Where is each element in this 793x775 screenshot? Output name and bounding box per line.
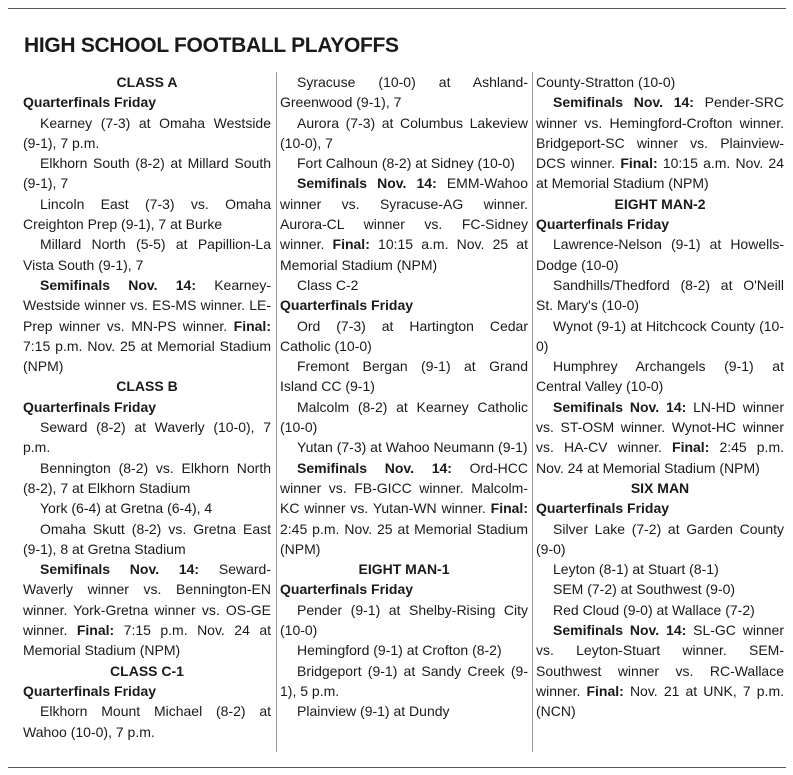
final-text: 7:15 p.m. Nov. 24 at Memorial Stadium (NPM) (23, 622, 272, 659)
final-text: Nov. 21 at UNK, 7 p.m. (NCN) (536, 682, 785, 720)
game-entry: Yutan (7-3) at Wahoo Neumann (9-1) (297, 439, 528, 456)
game-entry: Humphrey Archangels (9-1) at Central Valley (10-0) (536, 358, 784, 395)
subheading: Quarterfinals Friday (280, 581, 414, 598)
game-entry: Fremont Bergan (9-1) at Grand Island CC (9-1) (280, 358, 528, 395)
game-entry: Seward (8-2) at Waverly (10-0), 7 p.m. (23, 419, 271, 456)
subheading: Quarterfinals Friday (23, 398, 157, 415)
bottom-rule (8, 767, 786, 768)
semifinals-label: Semifinals Nov. 14: (297, 459, 452, 476)
section-heading: CLASS B (116, 378, 178, 395)
results-paragraph (280, 173, 528, 274)
top-rule (8, 8, 786, 9)
game-entry: Syracuse (10-0) at Ashland-Greenwood (9-1), 7 (280, 74, 528, 111)
final-label: Final: (620, 155, 658, 172)
final-label: Final: (76, 622, 115, 639)
game-entry: Bennington (8-2) vs. Elkhorn North (8-2), 7 at Elkhorn Stadium (23, 459, 271, 496)
semifinals-label: Semifinals Nov. 14: (553, 622, 687, 639)
game-entry-continued: County-Stratton (10-0) (536, 74, 676, 90)
semifinals-text: LN-HD winner vs. ST-OSM winner. Wynot-HC winner vs. HA-CV winner. (536, 398, 784, 456)
game-entry: Millard North (5-5) at Papillion-La Vista South (9-1), 7 (23, 236, 271, 273)
final-text: 7:15 p.m. Nov. 25 at Memorial Stadium (NPM) (23, 337, 271, 375)
game-entry: Leyton (8-1) at Stuart (8-1) (553, 561, 719, 578)
game-entry: Ord (7-3) at Hartington Cedar Catholic (10-0) (280, 317, 528, 354)
game-entry: Silver Lake (7-2) at Garden County (9-0) (536, 520, 784, 557)
final-label: Final: (332, 236, 370, 253)
game-entry: Omaha Skutt (8-2) vs. Gretna East (9-1), 8 at Gretna Stadium (23, 520, 271, 557)
section-heading: EIGHT MAN-1 (358, 561, 450, 578)
game-entry: Wynot (9-1) at Hitchcock County (10-0) (536, 317, 784, 354)
game-entry: Plainview (9-1) at Dundy (297, 703, 450, 720)
semifinals-label: Semifinals Nov. 14: (553, 94, 694, 111)
game-entry: York (6-4) at Gretna (6-4), 4 (40, 500, 213, 517)
game-entry: Sandhills/Thedford (8-2) at O'Neill St. Mary's (10-0) (536, 276, 784, 314)
game-entry: Red Cloud (9-0) at Wallace (7-2) (553, 601, 755, 618)
semifinals-text: Ord-HCC winner vs. FB-GICC winner. Malcolm-KC winner vs. Yutan-WN winner. (280, 459, 528, 517)
results-paragraph (536, 92, 784, 193)
results-paragraph (23, 559, 271, 660)
game-entry: Lawrence-Nelson (9-1) at Howells-Dodge (10-0) (536, 236, 784, 273)
game-entry: Elkhorn South (8-2) at Millard South (9-1), 7 (23, 155, 271, 192)
results-paragraph (536, 397, 784, 478)
game-entry: Hemingford (9-1) at Crofton (8-2) (297, 642, 502, 659)
final-label: Final: (490, 500, 528, 517)
section-heading: CLASS C-1 (110, 662, 184, 679)
semifinals-label: Semifinals Nov. 14: (40, 276, 196, 293)
game-entry: Aurora (7-3) at Columbus Lakeview (10-0), 7 (280, 114, 528, 151)
game-entry: SEM (7-2) at Southwest (9-0) (553, 581, 736, 598)
semifinals-text: Kearney-Westside winner vs. ES-MS winner. LE-Prep winner vs. MN-PS winner. (23, 276, 271, 334)
semifinals-label: Semifinals Nov. 14: (553, 398, 687, 415)
subheading: Quarterfinals Friday (536, 500, 670, 517)
final-text: 2:45 p.m. Nov. 25 at Memorial Stadium (NPM) (280, 520, 528, 557)
section-heading: SIX MAN (630, 479, 690, 496)
final-label: Final: (672, 439, 710, 456)
semifinals-label: Semifinals Nov. 14: (40, 561, 200, 578)
subheading: Quarterfinals Friday (23, 682, 157, 699)
game-entry: Pender (9-1) at Shelby-Rising City (10-0) (280, 601, 528, 639)
game-entry: Elkhorn Mount Michael (8-2) at Wahoo (10-0), 7 p.m. (23, 703, 271, 740)
results-paragraph (280, 458, 528, 559)
column-divider (276, 72, 277, 752)
subheading: Quarterfinals Friday (23, 94, 157, 111)
semifinals-label: Semifinals Nov. 14: (297, 175, 437, 192)
semifinals-text: EMM-Wahoo winner vs. Syracuse-AG winner. Aurora-CL winner vs. FC-Sidney winner. (280, 175, 529, 253)
column-divider (532, 72, 533, 752)
game-entry: Bridgeport (9-1) at Sandy Creek (9-1), 5 p.m. (280, 662, 528, 699)
final-text: 10:15 a.m. Nov. 25 at Memorial Stadium (NPM) (280, 236, 528, 273)
semifinals-text: SL-GC winner vs. Leyton-Stuart winner. SEM-Southwest winner vs. RC-Wallace winner. (536, 622, 784, 699)
game-entry: Class C-2 (297, 276, 359, 293)
semifinals-text: Pender-SRC winner vs. Hemingford-Crofton winner. Bridgeport-SC winner vs. Plainview-DCS winner. (536, 94, 784, 172)
game-entry: Lincoln East (7-3) vs. Omaha Creighton Prep (9-1), 7 at Burke (23, 195, 271, 233)
final-text: 2:45 p.m. Nov. 24 at Memorial Stadium (NPM) (536, 439, 784, 476)
column-1 (23, 72, 271, 742)
subheading: Quarterfinals Friday (280, 297, 414, 314)
game-entry: Kearney (7-3) at Omaha Westside (9-1), 7 p.m. (23, 114, 271, 151)
results-paragraph (536, 620, 784, 721)
final-label: Final: (233, 317, 271, 334)
column-2 (280, 72, 528, 722)
game-entry: Fort Calhoun (8-2) at Sidney (10-0) (297, 155, 515, 172)
game-entry: Malcolm (8-2) at Kearney Catholic (10-0) (280, 398, 528, 436)
page-title: HIGH SCHOOL FOOTBALL PLAYOFFS (24, 34, 399, 57)
final-label: Final: (586, 682, 624, 699)
results-paragraph (23, 275, 271, 376)
section-heading: CLASS A (116, 74, 178, 90)
subheading: Quarterfinals Friday (536, 216, 670, 233)
semifinals-text: Seward-Waverly winner vs. Bennington-EN winner. York-Gretna winner vs. OS-GE winner. (23, 561, 271, 639)
section-heading: EIGHT MAN-2 (614, 195, 706, 212)
final-text: 10:15 a.m. Nov. 24 at Memorial Stadium (NPM) (536, 155, 785, 192)
column-3 (536, 72, 784, 722)
